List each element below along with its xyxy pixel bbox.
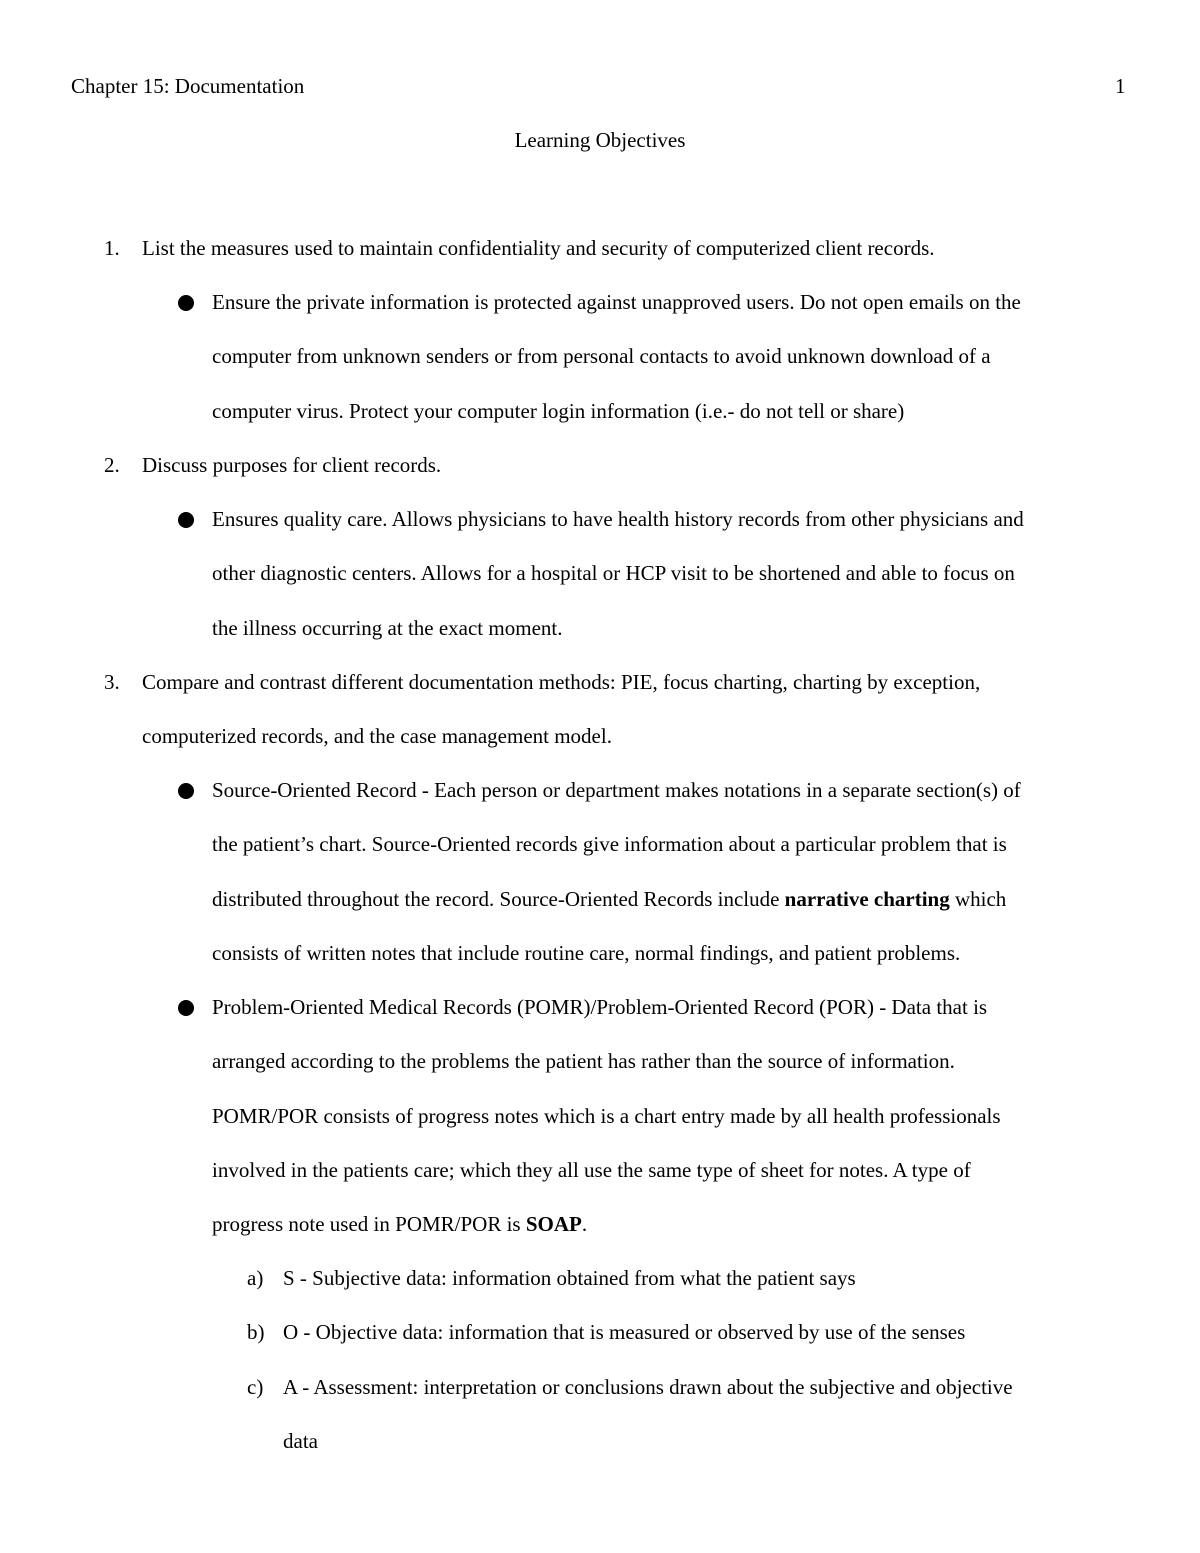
- bullet-icon: [178, 783, 194, 799]
- sub-item-marker: a): [247, 1266, 264, 1290]
- text-line: Compare and contrast different documentation methods: PIE, focus charting, charting by exception,: [142, 670, 981, 694]
- text-line: other diagnostic centers. Allows for a hospital or HCP visit to be shortened and able to focus on: [212, 561, 1015, 586]
- text-line: Ensures quality care. Allows physicians to have health history records from other physicians and: [212, 507, 1024, 531]
- page-number: 1: [1115, 74, 1126, 98]
- bullet-icon: [178, 295, 194, 311]
- text-line: List the measures used to maintain confidentiality and security of computerized client records.: [142, 236, 935, 260]
- bullet-text: [212, 980, 1001, 1251]
- text-line: computerized records, and the case management model.: [142, 724, 612, 749]
- bullet-icon: [178, 512, 194, 528]
- text-line: involved in the patients care; which they all use the same type of sheet for notes. A type of: [212, 1157, 971, 1182]
- objective-text: [142, 438, 441, 492]
- text-line: the patient’s chart. Source-Oriented records give information about a particular problem that is: [212, 832, 1007, 857]
- text-line: [212, 872, 1006, 913]
- text-run: .: [581, 1212, 588, 1237]
- sub-item-text: [283, 1251, 856, 1305]
- bullet-text: [212, 275, 1021, 438]
- sub-item-text: [283, 1360, 1013, 1469]
- text-line: consists of written notes that include routine care, normal findings, and patient problems.: [212, 940, 961, 965]
- bullet-icon: [178, 1000, 194, 1016]
- list-number: 2.: [104, 453, 120, 477]
- page-title: Learning Objectives: [514, 128, 686, 152]
- text-line: computer virus. Protect your computer login information (i.e.- do not tell or share): [212, 398, 905, 423]
- bullet-text: [212, 492, 1024, 655]
- text-line: S - Subjective data: information obtained from what the patient says: [283, 1266, 856, 1290]
- objective-text: [142, 221, 935, 275]
- text-run: which: [949, 886, 1007, 911]
- bullet-text: [212, 763, 1021, 980]
- text-line: Problem-Oriented Medical Records (POMR)/Problem-Oriented Record (POR) - Data that is: [212, 995, 988, 1019]
- text-line: computer from unknown senders or from personal contacts to avoid unknown download of a: [212, 344, 991, 369]
- sub-item-marker: c): [247, 1375, 264, 1399]
- objective-text: [142, 655, 980, 764]
- running-head-title: Chapter 15: Documentation: [71, 74, 305, 98]
- text-line: the illness occurring at the exact moment.: [212, 615, 563, 640]
- list-number: 3.: [104, 670, 120, 694]
- text-line: data: [283, 1429, 318, 1454]
- text-run: progress note used in POMR/POR is: [212, 1212, 526, 1237]
- text-line: Ensure the private information is protected against unapproved users. Do not open emails on the: [212, 290, 1021, 314]
- bold-term: narrative charting: [784, 886, 950, 911]
- text-line: Discuss purposes for client records.: [142, 453, 442, 477]
- sub-item-text: [283, 1305, 965, 1359]
- sub-item-marker: b): [247, 1320, 265, 1344]
- bold-term: SOAP: [525, 1212, 582, 1237]
- text-line: O - Objective data: information that is measured or observed by use of the senses: [283, 1320, 966, 1344]
- text-line: A - Assessment: interpretation or conclusions drawn about the subjective and objective: [283, 1375, 1013, 1399]
- list-number: 1.: [104, 236, 120, 260]
- text-line: POMR/POR consists of progress notes which is a chart entry made by all health professionals: [212, 1103, 1001, 1128]
- text-run: distributed throughout the record. Source-Oriented Records include: [212, 886, 785, 911]
- text-line: Source-Oriented Record - Each person or department makes notations in a separate section(s) of: [212, 778, 1021, 802]
- text-line: [212, 1197, 587, 1238]
- text-line: arranged according to the problems the patient has rather than the source of information.: [212, 1049, 955, 1074]
